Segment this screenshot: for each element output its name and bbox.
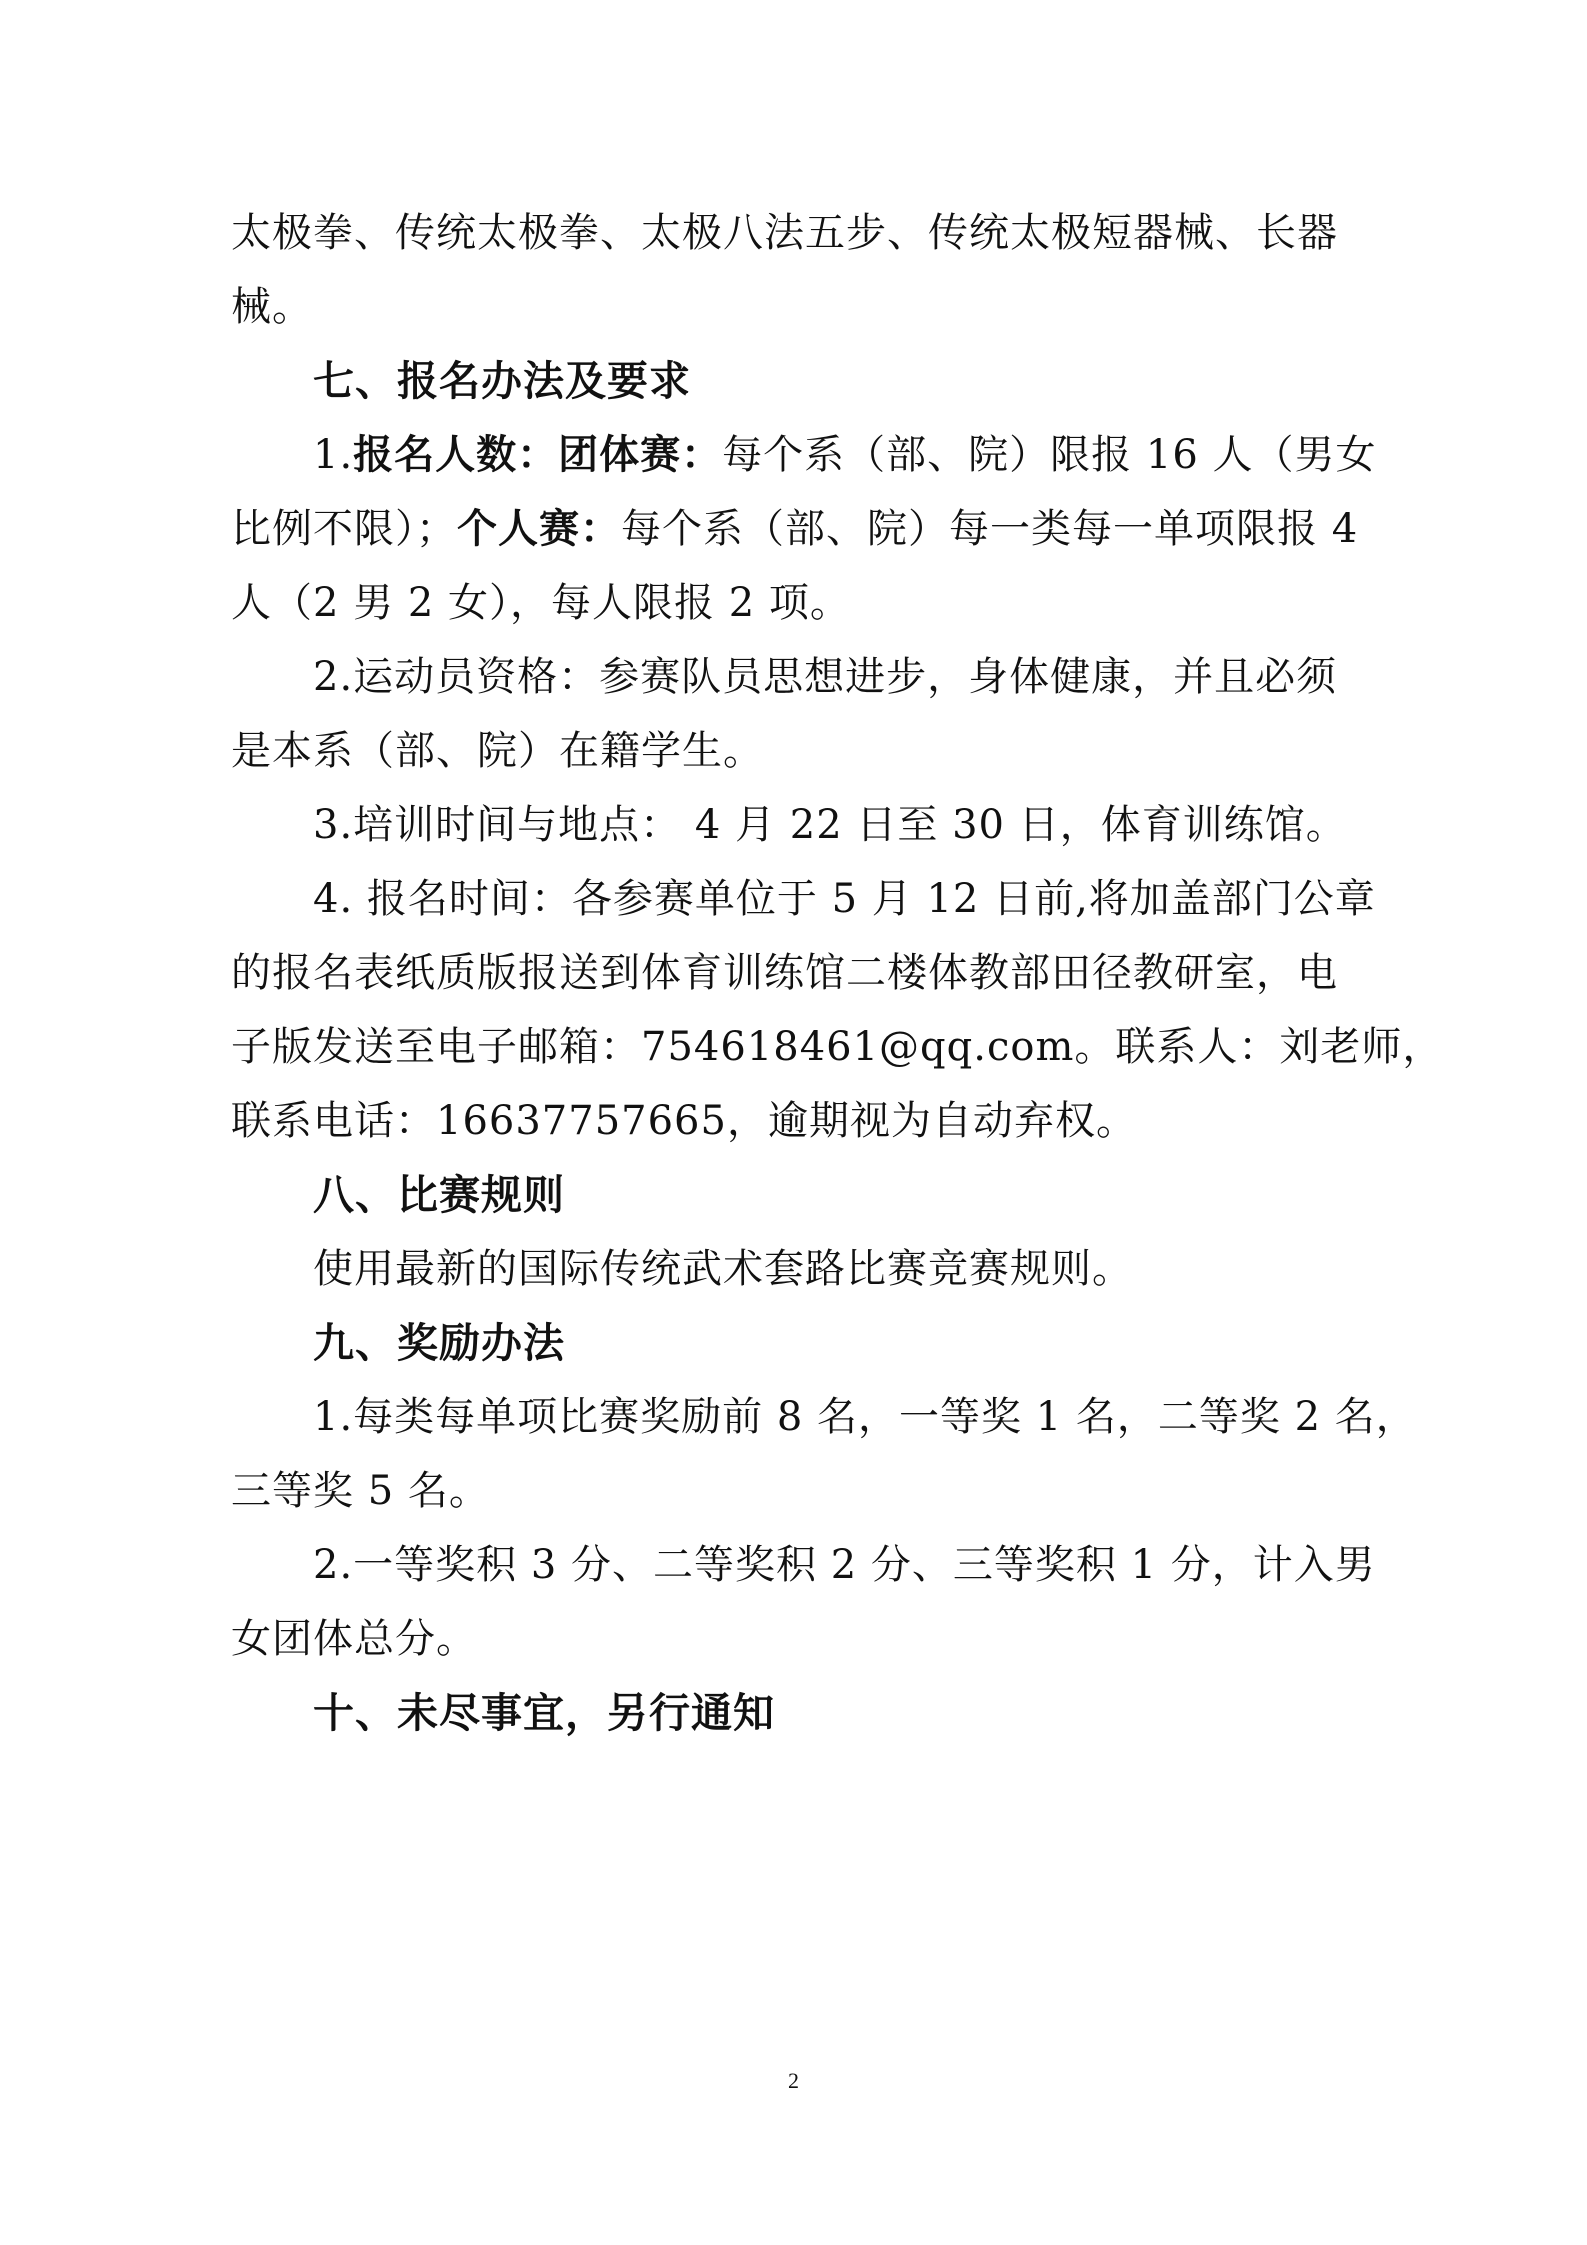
item-text: 每个系（部、院）限报 16 人（男女 [722,432,1377,478]
text-line: 太极拳、传统太极拳、太极八法五步、传统太极短器械、长器 [231,210,1338,256]
paragraph-line: 2.一等奖积 3 分、二等奖积 2 分、三等奖积 1 分，计入男 [313,1542,1376,1588]
paragraph-line: 联系电话：16637757665，逾期视为自动弃权。 [231,1098,1137,1144]
section-heading: 九、奖励办法 [313,1319,565,1367]
text-line: 械。 [231,284,313,330]
section-heading: 七、报名办法及要求 [313,357,691,405]
paragraph-line: 使用最新的国际传统武术套路比赛竞赛规则。 [313,1246,1133,1292]
paragraph-line: 人（2 男 2 女），每人限报 2 项。 [231,580,851,626]
paragraph-line: 1.每类每单项比赛奖励前 8 名，一等奖 1 名，二等奖 2 名， [313,1394,1417,1440]
paragraph-line: 三等奖 5 名。 [231,1468,490,1514]
item-label: 报名人数： [353,432,559,478]
paragraph-line: 子版发送至电子邮箱：754618461@qq.com。联系人：刘老师， [231,1024,1444,1070]
paragraph-line: 的报名表纸质版报送到体育训练馆二楼体教部田径教研室，电 [231,950,1338,996]
item-text: 每个系（部、院）每一类每一单项限报 4 [621,506,1359,552]
team-label: 团体赛： [558,432,723,478]
individual-label: 个人赛： [457,506,621,552]
section-heading: 八、比赛规则 [313,1171,565,1219]
paragraph-line: 4. 报名时间：各参赛单位于 5 月 12 日前,将加盖部门公章 [313,876,1376,922]
paragraph-line [231,418,1411,492]
paragraph-line: 3.培训时间与地点： 4 月 22 日至 30 日，体育训练馆。 [313,802,1347,848]
paragraph-line: 2.运动员资格：参赛队员思想进步，身体健康，并且必须 [313,654,1338,700]
page-number: 2 [788,2068,799,2093]
section-heading: 十、未尽事宜，另行通知 [313,1689,775,1737]
paragraph-line: 是本系（部、院）在籍学生。 [231,728,764,774]
item-prefix: 1. [313,432,354,478]
item-text: 比例不限）； [231,506,457,552]
document-page [231,196,1444,1750]
paragraph-line: 女团体总分。 [231,1616,477,1662]
paragraph-line [231,492,1411,566]
